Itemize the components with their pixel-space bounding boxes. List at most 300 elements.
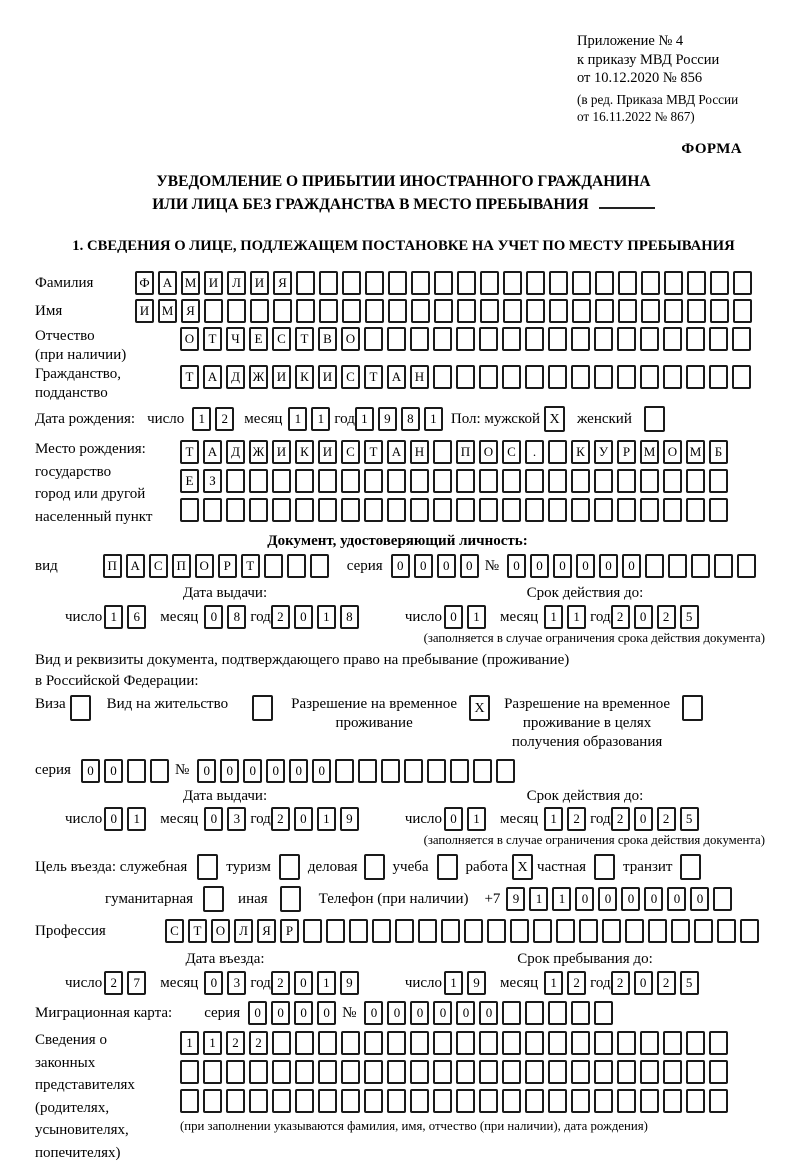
surname-cells-1[interactable]: Ф — [135, 271, 154, 295]
representatives-cells-1-8[interactable] — [341, 1031, 360, 1055]
doc-type-cells-8[interactable] — [264, 554, 283, 578]
birthplace-cells-1-21[interactable]: М — [640, 440, 659, 464]
surname-cells-13[interactable] — [411, 271, 430, 295]
rvp-exp-month-cells-1[interactable]: 1 — [544, 807, 563, 831]
doc-issue-year-cells-2[interactable]: 0 — [294, 605, 313, 629]
citizenship-cells-22[interactable] — [663, 365, 682, 389]
doc-issue-month-cells-2[interactable]: 8 — [227, 605, 246, 629]
rvp-issue-year-cells-1[interactable]: 2 — [271, 807, 290, 831]
birthplace-cells-1-2[interactable]: А — [203, 440, 222, 464]
entry-month-cells-1[interactable]: 0 — [204, 971, 223, 995]
profession-cells-7[interactable] — [303, 919, 322, 943]
doc-number-cells-1[interactable]: 0 — [507, 554, 526, 578]
citizenship-cells-9[interactable]: Т — [364, 365, 383, 389]
representatives-cells-2-22[interactable] — [663, 1060, 682, 1084]
doc-issue-year-cells-1[interactable]: 2 — [271, 605, 290, 629]
entry-month-cells-2[interactable]: 3 — [227, 971, 246, 995]
birthplace-cells-1-23[interactable]: М — [686, 440, 705, 464]
patronymic-cells-8[interactable]: О — [341, 327, 360, 351]
migration-series-cells-4[interactable]: 0 — [317, 1001, 336, 1025]
patronymic-cells-25[interactable] — [732, 327, 751, 351]
surname-cells-27[interactable] — [733, 271, 752, 295]
rvp-number-cells-11[interactable] — [427, 759, 446, 783]
entry-day-cells-2[interactable]: 7 — [127, 971, 146, 995]
birthplace-cells-1-7[interactable]: И — [318, 440, 337, 464]
edu-residence-checkbox[interactable] — [682, 695, 703, 721]
birthplace-cells-1-13[interactable]: П — [456, 440, 475, 464]
patronymic-cells-11[interactable] — [410, 327, 429, 351]
representatives-cells-3-14[interactable] — [479, 1089, 498, 1113]
profession-cells-16[interactable] — [510, 919, 529, 943]
birth-day-cells-2[interactable]: 2 — [215, 407, 234, 431]
birthplace-cells-2-11[interactable] — [410, 469, 429, 493]
citizenship-cells-3[interactable]: Д — [226, 365, 245, 389]
rvp-exp-year-cells-1[interactable]: 2 — [611, 807, 630, 831]
doc-type-cells-7[interactable]: Т — [241, 554, 260, 578]
rvp-series-cells-2[interactable]: 0 — [104, 759, 123, 783]
profession-cells-18[interactable] — [556, 919, 575, 943]
rvp-exp-month-cells-2[interactable]: 2 — [567, 807, 586, 831]
birthplace-cells-2-4[interactable] — [249, 469, 268, 493]
birthplace-cells-1-12[interactable] — [433, 440, 452, 464]
citizenship-cells-2[interactable]: А — [203, 365, 222, 389]
migration-series-cells-3[interactable]: 0 — [294, 1001, 313, 1025]
birthplace-cells-1-5[interactable]: И — [272, 440, 291, 464]
birth-month-cells-1[interactable]: 1 — [288, 407, 307, 431]
doc-issue-year-cells-3[interactable]: 1 — [317, 605, 336, 629]
rvp-number-cells-12[interactable] — [450, 759, 469, 783]
surname-cells-21[interactable] — [595, 271, 614, 295]
migration-number-cells-1[interactable]: 0 — [364, 1001, 383, 1025]
birthplace-cells-3-15[interactable] — [502, 498, 521, 522]
birthplace-cells-1-20[interactable]: Р — [617, 440, 636, 464]
rvp-number-cells-10[interactable] — [404, 759, 423, 783]
doc-series-cells-2[interactable]: 0 — [414, 554, 433, 578]
birthplace-cells-2-21[interactable] — [640, 469, 659, 493]
purpose-business-checkbox[interactable] — [364, 854, 385, 880]
surname-cells-16[interactable] — [480, 271, 499, 295]
entry-year-cells-1[interactable]: 2 — [271, 971, 290, 995]
birthplace-cells-3-13[interactable] — [456, 498, 475, 522]
stay-day-cells-2[interactable]: 9 — [467, 971, 486, 995]
purpose-transit-checkbox[interactable] — [680, 854, 701, 880]
purpose-other-checkbox[interactable] — [280, 886, 301, 912]
representatives-cells-1-24[interactable] — [709, 1031, 728, 1055]
firstname-cells-1[interactable]: И — [135, 299, 154, 323]
surname-cells-9[interactable] — [319, 271, 338, 295]
representatives-cells-2-14[interactable] — [479, 1060, 498, 1084]
surname-cells-18[interactable] — [526, 271, 545, 295]
birthplace-cells-3-3[interactable] — [226, 498, 245, 522]
representatives-cells-3-22[interactable] — [663, 1089, 682, 1113]
birthplace-cells-2-16[interactable] — [525, 469, 544, 493]
rvp-issue-year-cells-2[interactable]: 0 — [294, 807, 313, 831]
patronymic-cells-15[interactable] — [502, 327, 521, 351]
surname-cells-25[interactable] — [687, 271, 706, 295]
doc-number-cells-4[interactable]: 0 — [576, 554, 595, 578]
firstname-cells-16[interactable] — [480, 299, 499, 323]
birth-month-cells-2[interactable]: 1 — [311, 407, 330, 431]
firstname-cells-14[interactable] — [434, 299, 453, 323]
patronymic-cells-3[interactable]: Ч — [226, 327, 245, 351]
surname-cells-23[interactable] — [641, 271, 660, 295]
citizenship-cells-12[interactable] — [433, 365, 452, 389]
birthplace-cells-1-6[interactable]: К — [295, 440, 314, 464]
phone-cells-8[interactable]: 0 — [667, 887, 686, 911]
phone-cells-2[interactable]: 1 — [529, 887, 548, 911]
migration-number-cells-7[interactable] — [502, 1001, 521, 1025]
rvp-series-cells-3[interactable] — [127, 759, 146, 783]
firstname-cells-8[interactable] — [296, 299, 315, 323]
profession-cells-23[interactable] — [671, 919, 690, 943]
birthplace-cells-1-3[interactable]: Д — [226, 440, 245, 464]
surname-cells-2[interactable]: А — [158, 271, 177, 295]
doc-exp-month-cells-1[interactable]: 1 — [544, 605, 563, 629]
doc-type-cells-6[interactable]: Р — [218, 554, 237, 578]
profession-cells-4[interactable]: Л — [234, 919, 253, 943]
representatives-cells-2-4[interactable] — [249, 1060, 268, 1084]
stay-year-cells-2[interactable]: 0 — [634, 971, 653, 995]
representatives-cells-1-16[interactable] — [525, 1031, 544, 1055]
phone-cells-1[interactable]: 9 — [506, 887, 525, 911]
representatives-cells-3-10[interactable] — [387, 1089, 406, 1113]
migration-number-cells-5[interactable]: 0 — [456, 1001, 475, 1025]
birthplace-cells-3-20[interactable] — [617, 498, 636, 522]
birthplace-cells-3-14[interactable] — [479, 498, 498, 522]
profession-cells-2[interactable]: Т — [188, 919, 207, 943]
stay-month-cells-2[interactable]: 2 — [567, 971, 586, 995]
representatives-cells-1-3[interactable]: 2 — [226, 1031, 245, 1055]
representatives-cells-2-7[interactable] — [318, 1060, 337, 1084]
surname-cells-7[interactable]: Я — [273, 271, 292, 295]
citizenship-cells-5[interactable]: И — [272, 365, 291, 389]
patronymic-cells-18[interactable] — [571, 327, 590, 351]
representatives-cells-1-15[interactable] — [502, 1031, 521, 1055]
surname-cells-12[interactable] — [388, 271, 407, 295]
patronymic-cells-24[interactable] — [709, 327, 728, 351]
birthplace-cells-2-14[interactable] — [479, 469, 498, 493]
patronymic-cells-19[interactable] — [594, 327, 613, 351]
entry-day-cells-1[interactable]: 2 — [104, 971, 123, 995]
birthplace-cells-2-20[interactable] — [617, 469, 636, 493]
profession-cells-10[interactable] — [372, 919, 391, 943]
residence-permit-checkbox[interactable] — [252, 695, 273, 721]
representatives-cells-1-9[interactable] — [364, 1031, 383, 1055]
birthplace-cells-1-8[interactable]: С — [341, 440, 360, 464]
citizenship-cells-14[interactable] — [479, 365, 498, 389]
birthplace-cells-1-18[interactable]: К — [571, 440, 590, 464]
representatives-cells-2-11[interactable] — [410, 1060, 429, 1084]
firstname-cells-25[interactable] — [687, 299, 706, 323]
representatives-cells-1-23[interactable] — [686, 1031, 705, 1055]
patronymic-cells-14[interactable] — [479, 327, 498, 351]
rvp-series-cells-4[interactable] — [150, 759, 169, 783]
representatives-cells-3-20[interactable] — [617, 1089, 636, 1113]
representatives-cells-2-17[interactable] — [548, 1060, 567, 1084]
purpose-private-checkbox[interactable] — [594, 854, 615, 880]
rvp-issue-day-cells-1[interactable]: 0 — [104, 807, 123, 831]
visa-checkbox[interactable] — [70, 695, 91, 721]
surname-cells-6[interactable]: И — [250, 271, 269, 295]
birthplace-cells-1-10[interactable]: А — [387, 440, 406, 464]
birthplace-cells-3-8[interactable] — [341, 498, 360, 522]
doc-number-cells-2[interactable]: 0 — [530, 554, 549, 578]
birthplace-cells-3-24[interactable] — [709, 498, 728, 522]
doc-exp-day-cells-2[interactable]: 1 — [467, 605, 486, 629]
representatives-cells-2-6[interactable] — [295, 1060, 314, 1084]
representatives-cells-2-15[interactable] — [502, 1060, 521, 1084]
phone-cells-5[interactable]: 0 — [598, 887, 617, 911]
migration-number-cells-8[interactable] — [525, 1001, 544, 1025]
birthplace-cells-3-17[interactable] — [548, 498, 567, 522]
representatives-cells-2-20[interactable] — [617, 1060, 636, 1084]
rvp-number-cells-4[interactable]: 0 — [266, 759, 285, 783]
profession-cells-12[interactable] — [418, 919, 437, 943]
firstname-cells-12[interactable] — [388, 299, 407, 323]
firstname-cells-22[interactable] — [618, 299, 637, 323]
doc-number-cells-7[interactable] — [645, 554, 664, 578]
representatives-cells-1-7[interactable] — [318, 1031, 337, 1055]
representatives-cells-1-19[interactable] — [594, 1031, 613, 1055]
representatives-cells-1-1[interactable]: 1 — [180, 1031, 199, 1055]
firstname-cells-23[interactable] — [641, 299, 660, 323]
profession-cells-15[interactable] — [487, 919, 506, 943]
birthplace-cells-2-8[interactable] — [341, 469, 360, 493]
rvp-issue-year-cells-4[interactable]: 9 — [340, 807, 359, 831]
doc-number-cells-10[interactable] — [714, 554, 733, 578]
surname-cells-10[interactable] — [342, 271, 361, 295]
doc-exp-year-cells-3[interactable]: 2 — [657, 605, 676, 629]
patronymic-cells-9[interactable] — [364, 327, 383, 351]
patronymic-cells-13[interactable] — [456, 327, 475, 351]
representatives-cells-1-6[interactable] — [295, 1031, 314, 1055]
doc-number-cells-9[interactable] — [691, 554, 710, 578]
rvp-number-cells-9[interactable] — [381, 759, 400, 783]
profession-cells-22[interactable] — [648, 919, 667, 943]
citizenship-cells-7[interactable]: И — [318, 365, 337, 389]
rvp-exp-year-cells-2[interactable]: 0 — [634, 807, 653, 831]
rvp-issue-year-cells-3[interactable]: 1 — [317, 807, 336, 831]
patronymic-cells-16[interactable] — [525, 327, 544, 351]
representatives-cells-3-19[interactable] — [594, 1089, 613, 1113]
representatives-cells-3-23[interactable] — [686, 1089, 705, 1113]
representatives-cells-2-8[interactable] — [341, 1060, 360, 1084]
representatives-cells-1-10[interactable] — [387, 1031, 406, 1055]
firstname-cells-6[interactable] — [250, 299, 269, 323]
rvp-issue-day-cells-2[interactable]: 1 — [127, 807, 146, 831]
patronymic-cells-20[interactable] — [617, 327, 636, 351]
firstname-cells-27[interactable] — [733, 299, 752, 323]
birthplace-cells-3-19[interactable] — [594, 498, 613, 522]
entry-year-cells-3[interactable]: 1 — [317, 971, 336, 995]
firstname-cells-18[interactable] — [526, 299, 545, 323]
doc-exp-month-cells-2[interactable]: 1 — [567, 605, 586, 629]
citizenship-cells-20[interactable] — [617, 365, 636, 389]
profession-cells-25[interactable] — [717, 919, 736, 943]
birthplace-cells-3-12[interactable] — [433, 498, 452, 522]
birthplace-cells-3-4[interactable] — [249, 498, 268, 522]
birthplace-cells-3-23[interactable] — [686, 498, 705, 522]
patronymic-cells-22[interactable] — [663, 327, 682, 351]
doc-type-cells-9[interactable] — [287, 554, 306, 578]
representatives-cells-1-4[interactable]: 2 — [249, 1031, 268, 1055]
birthplace-cells-2-13[interactable] — [456, 469, 475, 493]
migration-number-cells-11[interactable] — [594, 1001, 613, 1025]
surname-cells-4[interactable]: И — [204, 271, 223, 295]
representatives-cells-3-21[interactable] — [640, 1089, 659, 1113]
surname-cells-8[interactable] — [296, 271, 315, 295]
profession-cells-21[interactable] — [625, 919, 644, 943]
rvp-number-cells-7[interactable] — [335, 759, 354, 783]
representatives-cells-3-6[interactable] — [295, 1089, 314, 1113]
doc-number-cells-11[interactable] — [737, 554, 756, 578]
stay-year-cells-3[interactable]: 2 — [657, 971, 676, 995]
migration-number-cells-6[interactable]: 0 — [479, 1001, 498, 1025]
birthplace-cells-2-15[interactable] — [502, 469, 521, 493]
entry-year-cells-2[interactable]: 0 — [294, 971, 313, 995]
patronymic-cells-10[interactable] — [387, 327, 406, 351]
representatives-cells-3-12[interactable] — [433, 1089, 452, 1113]
firstname-cells-24[interactable] — [664, 299, 683, 323]
representatives-cells-2-21[interactable] — [640, 1060, 659, 1084]
citizenship-cells-17[interactable] — [548, 365, 567, 389]
birthplace-cells-1-16[interactable]: . — [525, 440, 544, 464]
firstname-cells-7[interactable] — [273, 299, 292, 323]
representatives-cells-1-13[interactable] — [456, 1031, 475, 1055]
patronymic-cells-7[interactable]: В — [318, 327, 337, 351]
citizenship-cells-16[interactable] — [525, 365, 544, 389]
birthplace-cells-2-2[interactable]: З — [203, 469, 222, 493]
birthplace-cells-3-11[interactable] — [410, 498, 429, 522]
citizenship-cells-6[interactable]: К — [295, 365, 314, 389]
purpose-study-checkbox[interactable] — [437, 854, 458, 880]
birthplace-cells-3-10[interactable] — [387, 498, 406, 522]
birthplace-cells-1-9[interactable]: Т — [364, 440, 383, 464]
surname-cells-19[interactable] — [549, 271, 568, 295]
profession-cells-11[interactable] — [395, 919, 414, 943]
temp-residence-checkbox[interactable]: X — [469, 695, 490, 721]
doc-type-cells-2[interactable]: А — [126, 554, 145, 578]
birthplace-cells-2-1[interactable]: Е — [180, 469, 199, 493]
rvp-number-cells-1[interactable]: 0 — [197, 759, 216, 783]
firstname-cells-26[interactable] — [710, 299, 729, 323]
birthplace-cells-3-21[interactable] — [640, 498, 659, 522]
birthplace-cells-2-5[interactable] — [272, 469, 291, 493]
birthplace-cells-3-5[interactable] — [272, 498, 291, 522]
representatives-cells-3-2[interactable] — [203, 1089, 222, 1113]
representatives-cells-1-22[interactable] — [663, 1031, 682, 1055]
patronymic-cells-21[interactable] — [640, 327, 659, 351]
patronymic-cells-1[interactable]: О — [180, 327, 199, 351]
representatives-cells-2-18[interactable] — [571, 1060, 590, 1084]
birth-day-cells-1[interactable]: 1 — [192, 407, 211, 431]
birth-year-cells-2[interactable]: 9 — [378, 407, 397, 431]
migration-number-cells-2[interactable]: 0 — [387, 1001, 406, 1025]
birthplace-cells-2-3[interactable] — [226, 469, 245, 493]
doc-type-cells-5[interactable]: О — [195, 554, 214, 578]
doc-number-cells-6[interactable]: 0 — [622, 554, 641, 578]
surname-cells-15[interactable] — [457, 271, 476, 295]
rvp-number-cells-5[interactable]: 0 — [289, 759, 308, 783]
profession-cells-24[interactable] — [694, 919, 713, 943]
doc-exp-year-cells-2[interactable]: 0 — [634, 605, 653, 629]
citizenship-cells-23[interactable] — [686, 365, 705, 389]
profession-cells-6[interactable]: Р — [280, 919, 299, 943]
birthplace-cells-3-16[interactable] — [525, 498, 544, 522]
representatives-cells-3-3[interactable] — [226, 1089, 245, 1113]
firstname-cells-10[interactable] — [342, 299, 361, 323]
doc-exp-day-cells-1[interactable]: 0 — [444, 605, 463, 629]
citizenship-cells-24[interactable] — [709, 365, 728, 389]
citizenship-cells-13[interactable] — [456, 365, 475, 389]
phone-cells-9[interactable]: 0 — [690, 887, 709, 911]
birthplace-cells-3-2[interactable] — [203, 498, 222, 522]
firstname-cells-11[interactable] — [365, 299, 384, 323]
representatives-cells-3-17[interactable] — [548, 1089, 567, 1113]
citizenship-cells-15[interactable] — [502, 365, 521, 389]
surname-cells-22[interactable] — [618, 271, 637, 295]
firstname-cells-2[interactable]: М — [158, 299, 177, 323]
representatives-cells-3-4[interactable] — [249, 1089, 268, 1113]
profession-cells-26[interactable] — [740, 919, 759, 943]
rvp-number-cells-14[interactable] — [496, 759, 515, 783]
patronymic-cells-17[interactable] — [548, 327, 567, 351]
representatives-cells-2-1[interactable] — [180, 1060, 199, 1084]
phone-cells-4[interactable]: 0 — [575, 887, 594, 911]
purpose-tourism-checkbox[interactable] — [279, 854, 300, 880]
doc-exp-year-cells-4[interactable]: 5 — [680, 605, 699, 629]
birth-year-cells-4[interactable]: 1 — [424, 407, 443, 431]
birthplace-cells-1-14[interactable]: О — [479, 440, 498, 464]
profession-cells-9[interactable] — [349, 919, 368, 943]
birthplace-cells-1-15[interactable]: С — [502, 440, 521, 464]
representatives-cells-1-21[interactable] — [640, 1031, 659, 1055]
rvp-exp-year-cells-4[interactable]: 5 — [680, 807, 699, 831]
citizenship-cells-25[interactable] — [732, 365, 751, 389]
representatives-cells-1-14[interactable] — [479, 1031, 498, 1055]
phone-cells-10[interactable] — [713, 887, 732, 911]
representatives-cells-2-19[interactable] — [594, 1060, 613, 1084]
migration-number-cells-9[interactable] — [548, 1001, 567, 1025]
representatives-cells-2-2[interactable] — [203, 1060, 222, 1084]
birthplace-cells-2-12[interactable] — [433, 469, 452, 493]
birthplace-cells-2-7[interactable] — [318, 469, 337, 493]
representatives-cells-3-9[interactable] — [364, 1089, 383, 1113]
representatives-cells-3-7[interactable] — [318, 1089, 337, 1113]
representatives-cells-3-18[interactable] — [571, 1089, 590, 1113]
birth-year-cells-1[interactable]: 1 — [355, 407, 374, 431]
firstname-cells-19[interactable] — [549, 299, 568, 323]
surname-cells-17[interactable] — [503, 271, 522, 295]
patronymic-cells-4[interactable]: Е — [249, 327, 268, 351]
profession-cells-5[interactable]: Я — [257, 919, 276, 943]
citizenship-cells-8[interactable]: С — [341, 365, 360, 389]
birthplace-cells-2-10[interactable] — [387, 469, 406, 493]
profession-cells-19[interactable] — [579, 919, 598, 943]
birthplace-cells-1-4[interactable]: Ж — [249, 440, 268, 464]
surname-cells-3[interactable]: М — [181, 271, 200, 295]
patronymic-cells-12[interactable] — [433, 327, 452, 351]
birthplace-cells-1-1[interactable]: Т — [180, 440, 199, 464]
representatives-cells-1-2[interactable]: 1 — [203, 1031, 222, 1055]
birthplace-cells-3-9[interactable] — [364, 498, 383, 522]
phone-cells-7[interactable]: 0 — [644, 887, 663, 911]
migration-number-cells-3[interactable]: 0 — [410, 1001, 429, 1025]
birthplace-cells-2-19[interactable] — [594, 469, 613, 493]
representatives-cells-2-3[interactable] — [226, 1060, 245, 1084]
birthplace-cells-2-9[interactable] — [364, 469, 383, 493]
surname-cells-11[interactable] — [365, 271, 384, 295]
